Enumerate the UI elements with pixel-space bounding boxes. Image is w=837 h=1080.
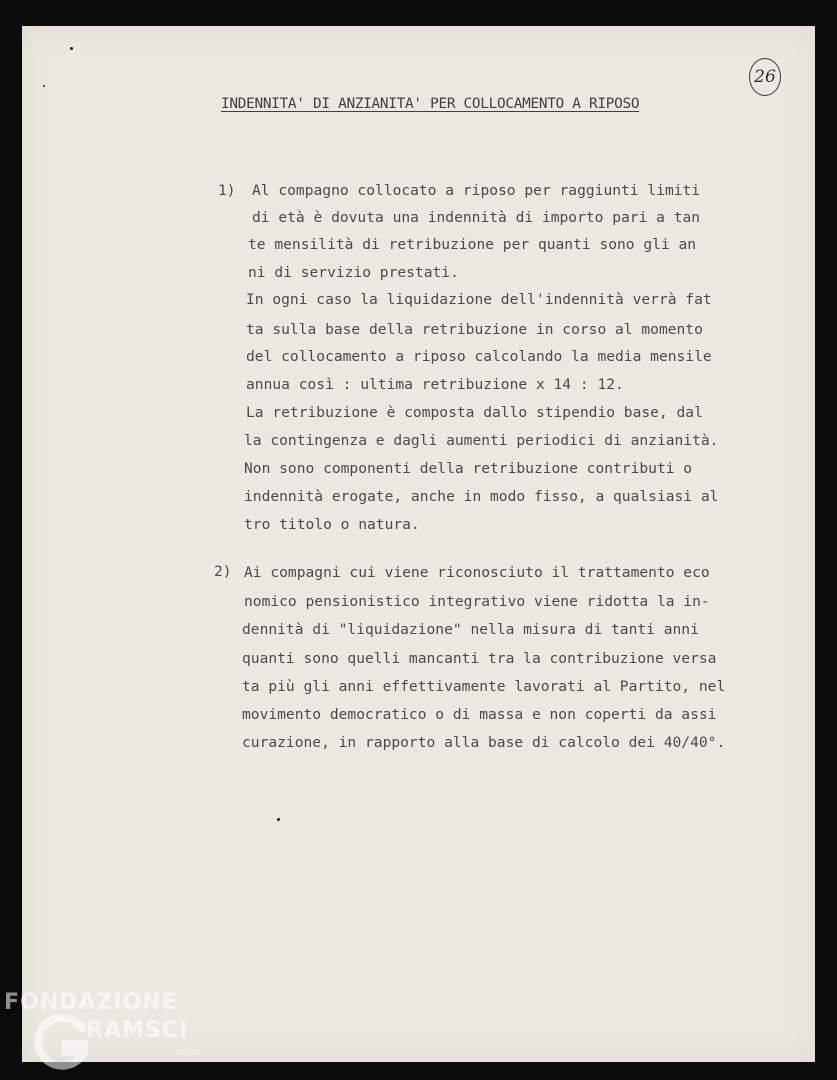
text-line: In ogni caso la liquidazione dell'indennità verrà fat xyxy=(246,291,712,308)
text-line: dennità di "liquidazione" nella misura di tanti anni xyxy=(242,621,699,638)
text-line: indennità erogate, anche in modo fisso, a qualsiasi al xyxy=(244,488,719,505)
watermark-line2: RAMSCI xyxy=(86,1018,189,1043)
fondazione-gramsci-watermark xyxy=(4,990,214,1080)
text-line: ta più gli anni effettivamente lavorati al Partito, nel xyxy=(242,678,726,695)
text-line: Ai compagni cui viene riconosciuto il trattamento eco xyxy=(244,564,710,581)
watermark-suffix: onlus xyxy=(176,1048,201,1058)
text-line: del collocamento a riposo calcolando la media mensile xyxy=(246,348,712,365)
text-line: la contingenza e dagli aumenti periodici di anzianità. xyxy=(244,432,719,449)
text-line: te mensilità di retribuzione per quanti sono gli an xyxy=(248,236,697,253)
text-line: Al compagno collocato a riposo per raggiunti limiti xyxy=(252,182,701,199)
text-line: Non sono componenti della retribuzione contributi o xyxy=(244,460,693,477)
text-line: curazione, in rapporto alla base di calcolo dei 40/40°. xyxy=(242,734,726,751)
page-number: 26 xyxy=(749,58,781,96)
text-line: di età è dovuta una indennità di importo pari a tan xyxy=(252,209,701,226)
text-line: quanti sono quelli mancanti tra la contribuzione versa xyxy=(242,650,717,667)
watermark-line1: FONDAZIONE xyxy=(4,990,178,1015)
text-line: nomico pensionistico integrativo viene ridotta la in- xyxy=(244,593,710,610)
paper-speck xyxy=(43,85,45,87)
gramsci-g-logo-icon xyxy=(32,1012,92,1074)
text-line: annua così : ultima retribuzione x 14 : 12. xyxy=(246,376,624,393)
text-line: ta sulla base della retribuzione in corso al momento xyxy=(246,321,703,338)
text-line: movimento democratico o di massa e non coperti da assi xyxy=(242,706,717,723)
document-title: INDENNITA' DI ANZIANITA' PER COLLOCAMENTO A RIPOSO xyxy=(221,96,640,112)
text-line: ni di servizio prestati. xyxy=(248,264,459,281)
text-line: tro titolo o natura. xyxy=(244,516,420,533)
paper-speck xyxy=(277,818,280,821)
text-line: La retribuzione è composta dallo stipendio base, dal xyxy=(246,404,703,421)
item-number: 2) xyxy=(214,563,232,580)
paper-speck xyxy=(70,47,73,50)
item-number: 1) xyxy=(218,182,236,199)
